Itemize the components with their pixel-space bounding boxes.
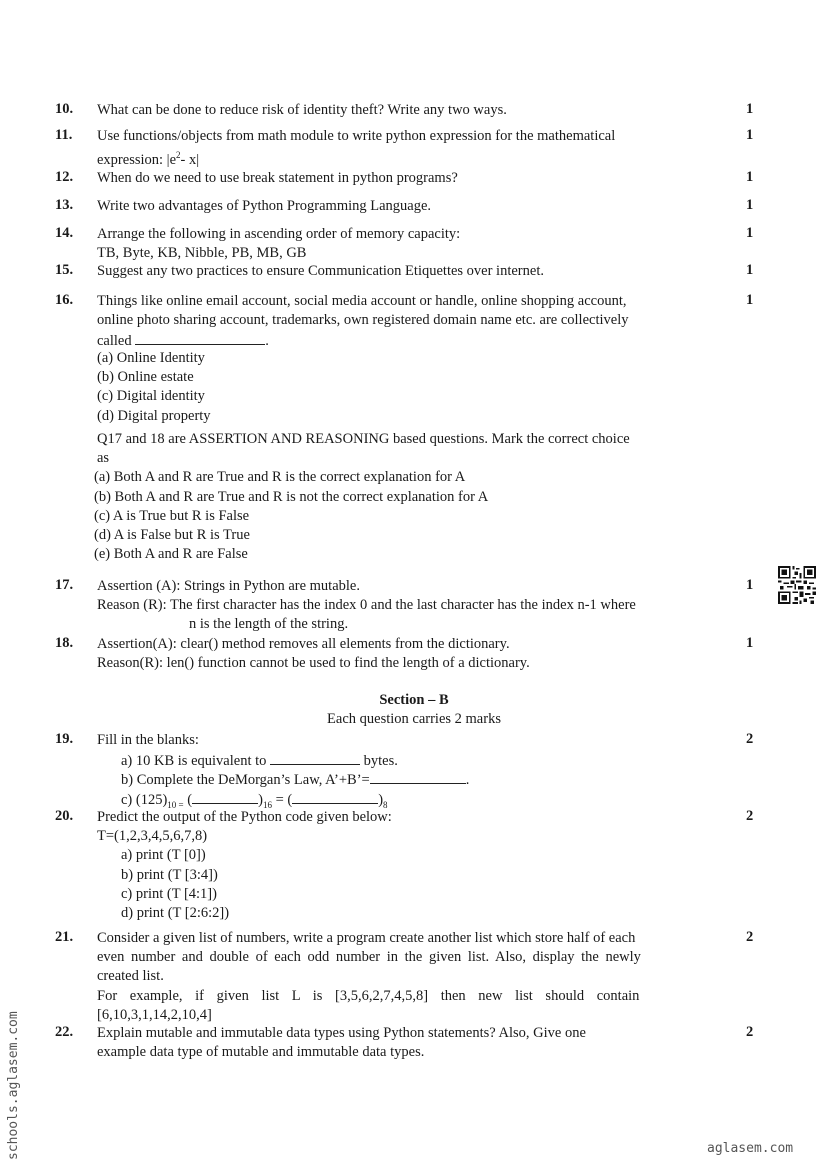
question-number: 19. <box>55 731 74 747</box>
marks: 1 <box>746 197 754 213</box>
side-watermark: schools.aglasem.com <box>6 1011 21 1160</box>
marks: 1 <box>746 127 754 143</box>
base-subscript: 8 <box>383 799 388 810</box>
question-number: 16. <box>55 292 74 308</box>
question-number: 10. <box>55 101 74 117</box>
question-text: Use functions/objects from math module to write python expression for the mathematical <box>97 128 616 144</box>
marks: 2 <box>746 929 754 945</box>
assertion-text: Assertion(A): clear() method removes all elements from the dictionary. <box>97 636 510 652</box>
question-text: When do we need to use break statement in python programs? <box>97 170 458 186</box>
option-d: (d) Digital property <box>97 408 211 424</box>
question-text: Consider a given list of numbers, write a program create another list which store half of each <box>97 930 636 946</box>
question-text: online photo sharing account, trademarks, own registered domain name etc. are collectively <box>97 312 629 328</box>
question-number: 15. <box>55 262 74 278</box>
sub-item-c: c) print (T [4:1]) <box>121 886 217 902</box>
question-number: 20. <box>55 808 74 824</box>
option-c: (c) Digital identity <box>97 388 205 404</box>
question-text: Fill in the blanks: <box>97 732 199 748</box>
choice-c: (c) A is True but R is False <box>94 508 250 524</box>
marks: 1 <box>746 262 754 278</box>
question-text: Explain mutable and immutable data types using Python statements? Also, Give one <box>97 1025 586 1041</box>
marks: 1 <box>746 577 754 593</box>
section-subtitle: Each question carries 2 marks <box>327 711 501 727</box>
marks: 1 <box>746 292 754 308</box>
blank-b <box>121 769 469 790</box>
question-number: 18. <box>55 635 74 651</box>
marks: 2 <box>746 808 754 824</box>
question-text: Suggest any two practices to ensure Communication Etiquettes over internet. <box>97 263 544 279</box>
math-expression <box>97 146 199 170</box>
answer-blank <box>292 789 378 804</box>
question-text: Things like online email account, social media account or handle, online shopping account, <box>97 293 627 309</box>
question-text: created list. <box>97 968 164 984</box>
question-number: 17. <box>55 577 74 593</box>
blank-c-text: c) (125) <box>121 792 168 808</box>
expr-part: expression: |e <box>97 151 177 168</box>
question-number: 22. <box>55 1024 74 1040</box>
marks: 1 <box>746 225 754 241</box>
called-label: called <box>97 333 132 349</box>
blank-b-suffix: . <box>465 772 470 788</box>
blank-c-paren: = ( <box>271 792 293 808</box>
question-text: Arrange the following in ascending order of memory capacity: <box>97 226 461 242</box>
question-list: TB, Byte, KB, Nibble, PB, MB, GB <box>97 245 307 261</box>
question-text: called . <box>97 330 269 351</box>
instruction-text: as <box>97 450 110 466</box>
blank-b-text: b) Complete the DeMorgan’s Law, A’+B’= <box>121 772 370 788</box>
section-title: Section – B <box>379 692 449 708</box>
sub-item-d: d) print (T [2:6:2]) <box>121 905 230 921</box>
sub-item-a: a) print (T [0]) <box>121 847 206 863</box>
reason-text: Reason (R): The first character has the index 0 and the last character has the index n-1 where <box>97 597 636 613</box>
example-text: For example, if given list L is [3,5,6,2,7,4,5,8] then new list should contain <box>97 988 640 1004</box>
question-number: 13. <box>55 197 74 213</box>
sub-item-b: b) print (T [3:4]) <box>121 867 218 883</box>
choice-a: (a) Both A and R are True and R is the correct explanation for A <box>94 469 466 485</box>
instruction-text: Q17 and 18 are ASSERTION AND REASONING based questions. Mark the correct choice <box>97 431 630 447</box>
assertion-text: Assertion (A): Strings in Python are mutable. <box>97 578 360 594</box>
base-subscript: 10 = <box>167 799 184 810</box>
blank-a-text: a) 10 KB is equivalent to <box>121 753 267 769</box>
question-number: 11. <box>55 127 73 143</box>
marks: 1 <box>746 169 754 185</box>
question-text: even number and double of each odd number in the given list. Also, display the newly <box>97 949 641 965</box>
choice-e: (e) Both A and R are False <box>94 546 248 562</box>
option-a: (a) Online Identity <box>97 350 205 366</box>
blank-a-suffix: bytes. <box>363 753 398 769</box>
reason-text: Reason(R): len() function cannot be used to find the length of a dictionary. <box>97 655 530 671</box>
expr-part: - x| <box>180 151 200 168</box>
answer-blank <box>135 330 265 345</box>
footer-watermark: aglasem.com <box>707 1141 794 1156</box>
marks: 1 <box>746 101 754 117</box>
question-text: Write two advantages of Python Programming Language. <box>97 198 432 214</box>
choice-b: (b) Both A and R are True and R is not the correct explanation for A <box>94 489 489 505</box>
question-text: Predict the output of the Python code given below: <box>97 809 392 825</box>
expr-exponent: 2 <box>176 150 181 160</box>
answer-blank <box>192 789 258 804</box>
marks: 2 <box>746 1024 754 1040</box>
choice-d: (d) A is False but R is True <box>94 527 250 543</box>
answer-blank <box>270 750 360 765</box>
base-subscript: 16 <box>262 799 272 810</box>
question-number: 12. <box>55 169 74 185</box>
blank-a <box>121 750 398 771</box>
code-line: T=(1,2,3,4,5,6,7,8) <box>97 828 208 844</box>
marks: 2 <box>746 731 754 747</box>
blank-c-paren: ) <box>258 792 263 808</box>
question-number: 21. <box>55 929 74 945</box>
blank-c-paren: ) <box>378 792 384 808</box>
qr-code-icon <box>778 566 816 604</box>
question-text: example data type of mutable and immutable data types. <box>97 1044 425 1060</box>
answer-blank <box>370 769 466 784</box>
question-number: 14. <box>55 225 74 241</box>
example-text: [6,10,3,1,14,2,10,4] <box>97 1007 212 1023</box>
question-text: What can be done to reduce risk of identity theft? Write any two ways. <box>97 102 507 118</box>
blank-c-paren: ( <box>183 792 193 808</box>
marks: 1 <box>746 635 754 651</box>
reason-text: n is the length of the string. <box>189 616 349 632</box>
option-b: (b) Online estate <box>97 369 194 385</box>
